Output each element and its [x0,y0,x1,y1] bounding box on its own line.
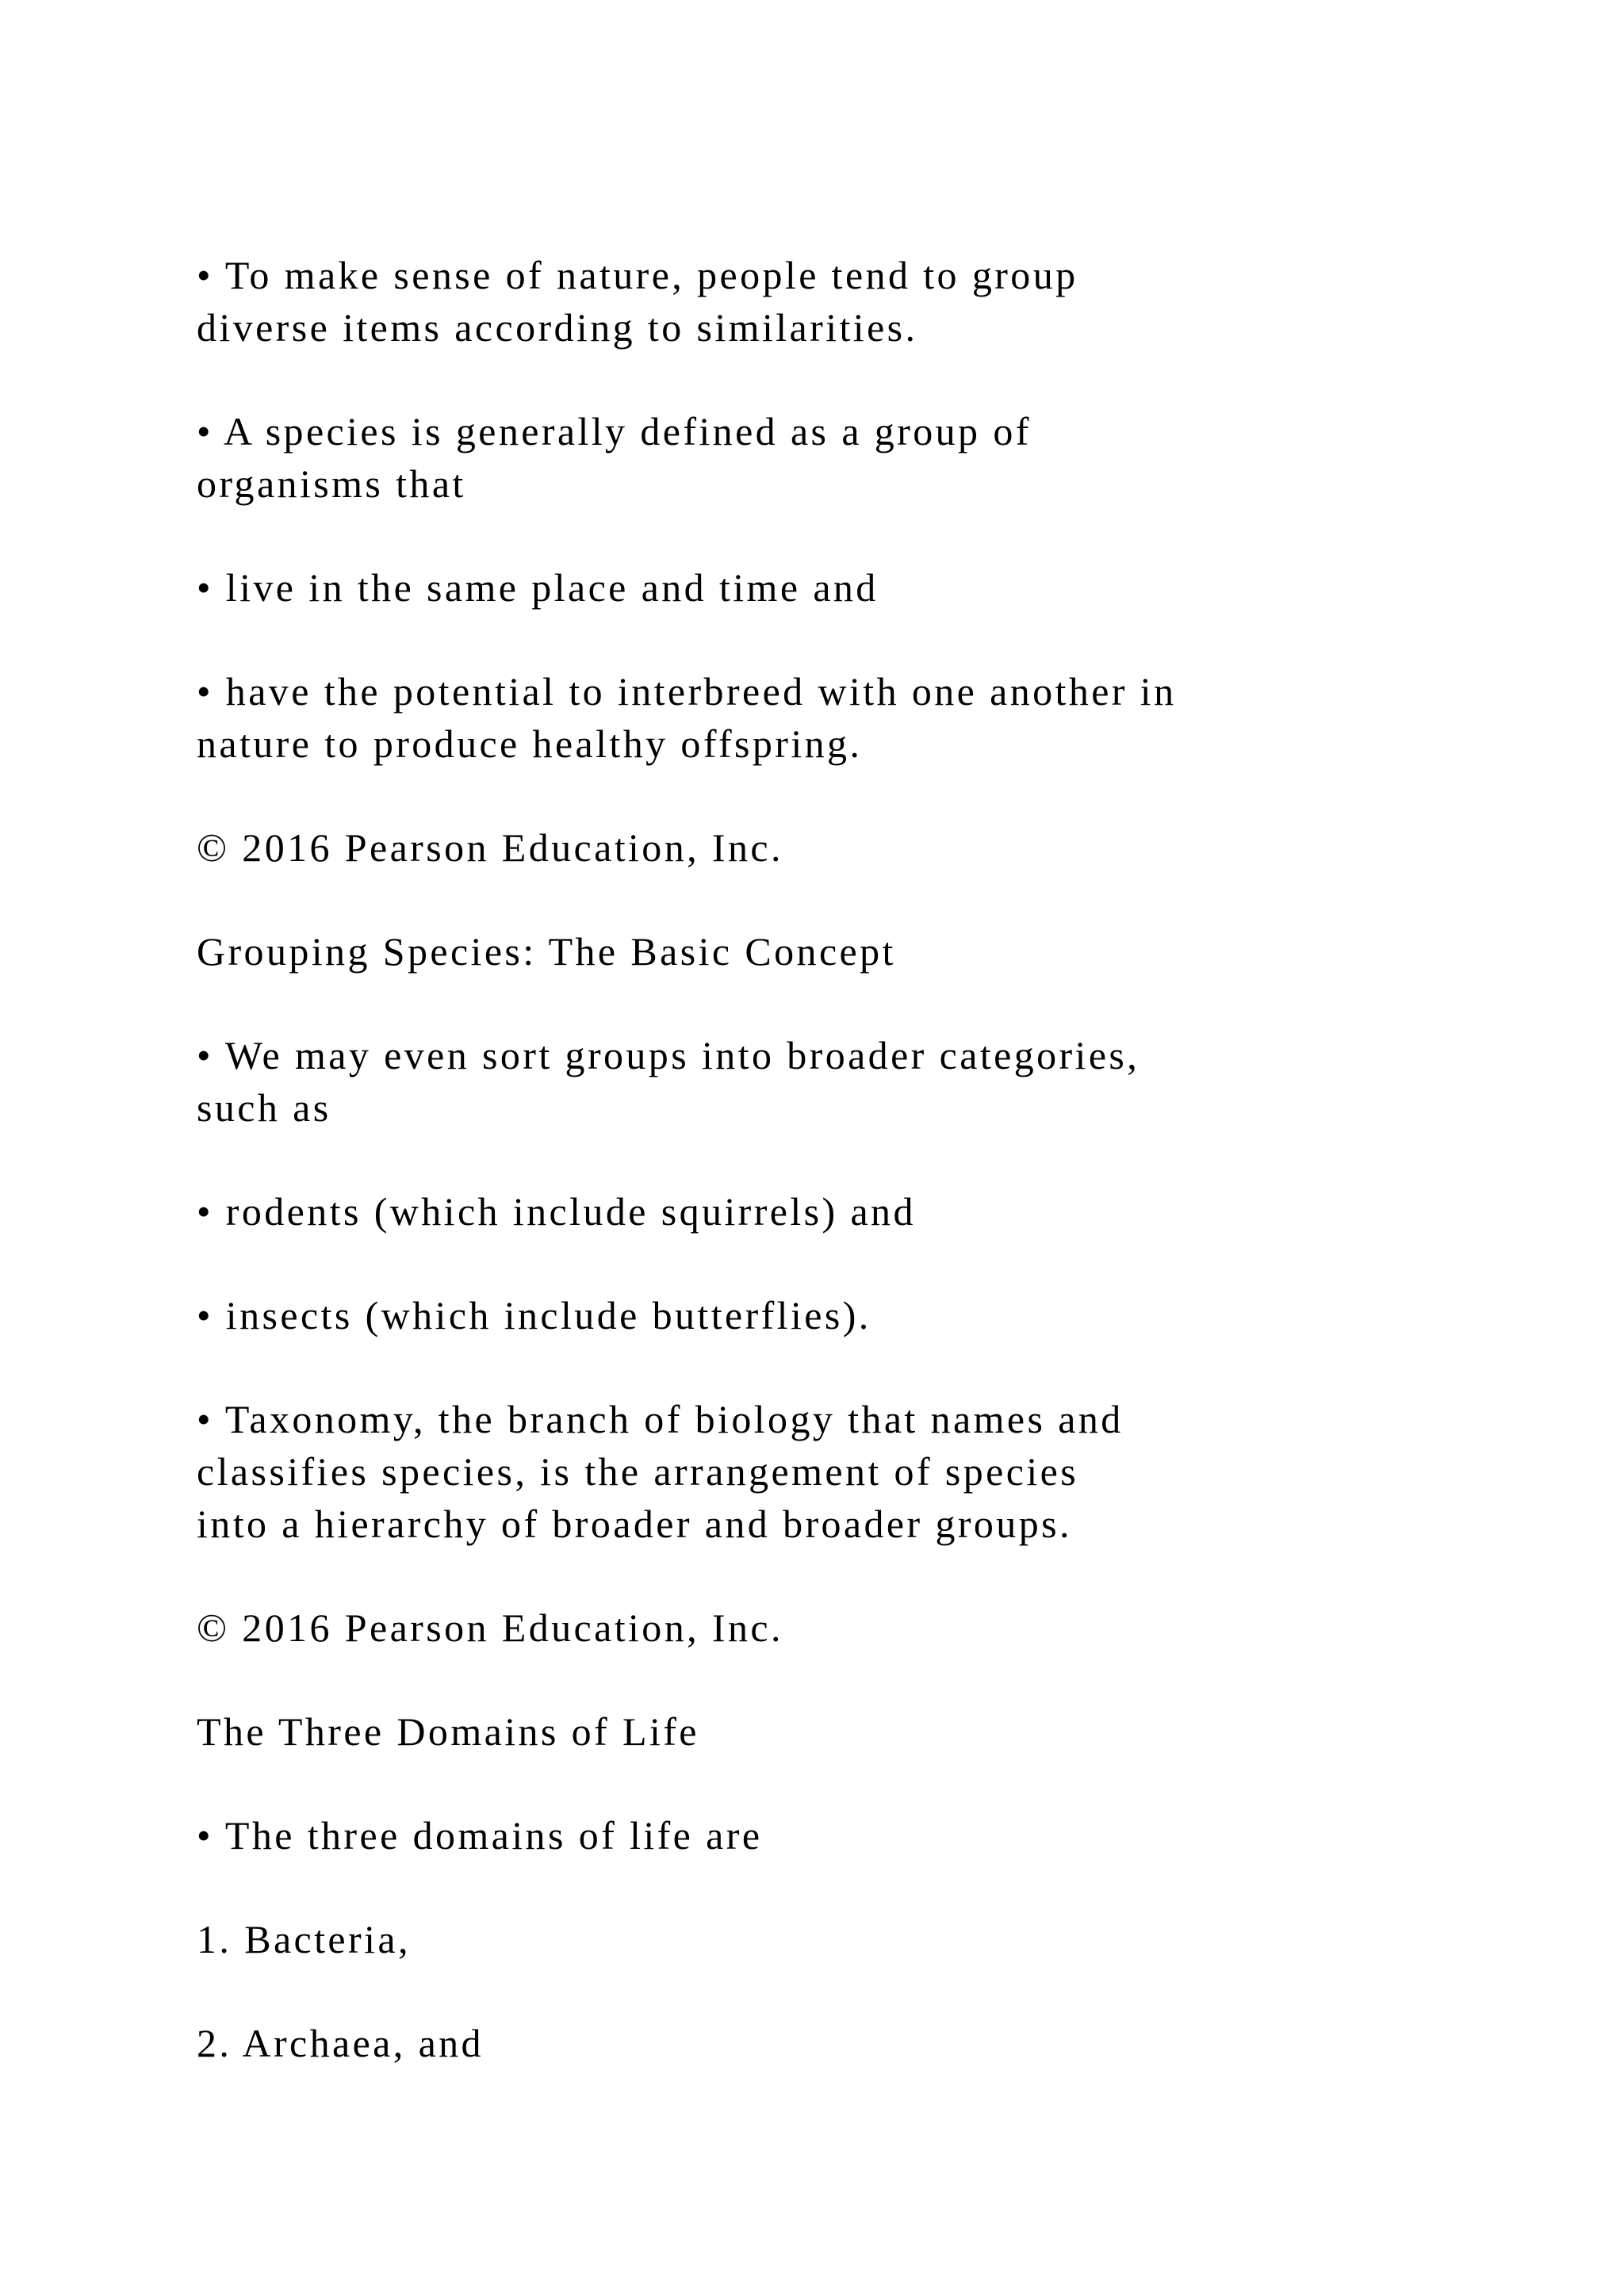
section-heading: The Three Domains of Life [197,1709,699,1754]
bullet-line: • The three domains of life are [197,1813,763,1858]
bullet-line: • Taxonomy, the branch of biology that names and [197,1397,1124,1441]
text-line: nature to produce healthy offspring. [197,721,863,766]
bullet-line: • live in the same place and time and [197,565,879,610]
bullet-line: • We may even sort groups into broader categories, [197,1033,1140,1077]
text-line: organisms that [197,461,466,506]
numbered-item: 2. Archaea, and [197,2021,484,2065]
bullet-line: • A species is generally defined as a group of [197,409,1032,453]
text-line: such as [197,1085,331,1130]
copyright-line: © 2016 Pearson Education, Inc. [197,1605,783,1650]
bullet-line: • insects (which include butterflies). [197,1293,871,1337]
bullet-line: • To make sense of nature, people tend to group [197,253,1078,297]
copyright-line: © 2016 Pearson Education, Inc. [197,825,783,870]
bullet-line: • have the potential to interbreed with one another in [197,669,1177,714]
text-line: diverse items according to similarities. [197,305,918,350]
section-heading: Grouping Species: The Basic Concept [197,929,896,974]
text-line: into a hierarchy of broader and broader groups. [197,1502,1072,1546]
text-line: classifies species, is the arrangement of species [197,1449,1079,1494]
numbered-item: 1. Bacteria, [197,1917,411,1961]
bullet-line: • rodents (which include squirrels) and [197,1189,916,1234]
